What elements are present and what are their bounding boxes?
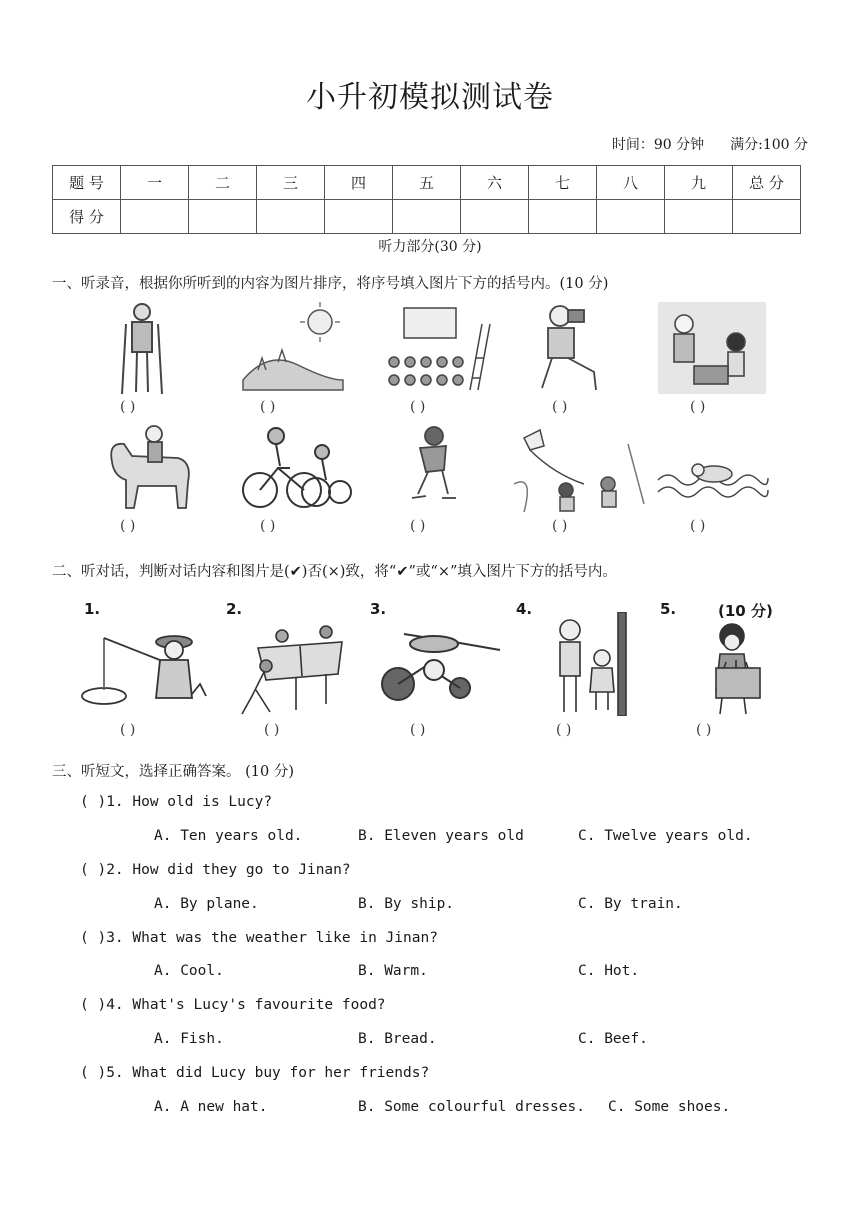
- score-cell: 七: [529, 166, 597, 200]
- question-stem[interactable]: ( )5. What did Lucy buy for her friends?: [80, 1065, 430, 1081]
- picture-number: 4.: [516, 600, 533, 618]
- score-input-cell[interactable]: [733, 200, 801, 234]
- answer-paren[interactable]: ( ): [410, 518, 426, 534]
- score-input-cell[interactable]: [189, 200, 257, 234]
- option-c[interactable]: C. By train.: [578, 896, 683, 912]
- question-stem[interactable]: ( )1. How old is Lucy?: [80, 794, 273, 810]
- exam-full-score: 满分:100 分: [730, 137, 808, 153]
- picture-number: 1.: [84, 600, 101, 618]
- flowers-girl-icon: [696, 620, 778, 718]
- score-input-cell[interactable]: [529, 200, 597, 234]
- score-input-cell[interactable]: [597, 200, 665, 234]
- answer-paren[interactable]: ( ): [264, 722, 280, 738]
- answer-paren[interactable]: ( ): [120, 518, 136, 534]
- score-input-cell[interactable]: [461, 200, 529, 234]
- score-cell: 八: [597, 166, 665, 200]
- section2-score-note: (10 分): [718, 602, 773, 620]
- score-cell: 总 分: [733, 166, 801, 200]
- answer-paren[interactable]: ( ): [410, 722, 426, 738]
- score-input-cell[interactable]: [121, 200, 189, 234]
- exam-time: 时间：90 分钟: [611, 137, 705, 153]
- option-c[interactable]: C. Twelve years old.: [578, 828, 753, 844]
- answer-paren[interactable]: ( ): [690, 399, 706, 415]
- option-b[interactable]: B. Some colourful dresses.: [358, 1099, 585, 1115]
- cycling-icon: [240, 424, 352, 512]
- score-cell: 五: [393, 166, 461, 200]
- option-a[interactable]: A. Fish.: [154, 1031, 224, 1047]
- answer-paren[interactable]: ( ): [410, 399, 426, 415]
- motorbike-icon: [374, 624, 502, 704]
- listening-header: 听力部分(30 分): [378, 239, 482, 255]
- answer-paren[interactable]: ( ): [556, 722, 572, 738]
- score-table-header-row: [53, 166, 801, 200]
- score-cell: 六: [461, 166, 529, 200]
- height-measure-icon: [548, 612, 630, 716]
- option-b[interactable]: B. By ship.: [358, 896, 455, 912]
- section3-heading: 三、听短文，选择正确答案。 (10 分): [52, 764, 294, 780]
- score-input-cell[interactable]: [665, 200, 733, 234]
- score-table: [52, 165, 801, 234]
- answer-paren[interactable]: ( ): [690, 518, 706, 534]
- picture-number: 3.: [370, 600, 387, 618]
- option-c[interactable]: C. Some shoes.: [608, 1099, 731, 1115]
- answer-paren[interactable]: ( ): [696, 722, 712, 738]
- question-stem[interactable]: ( )4. What's Lucy's favourite food?: [80, 997, 386, 1013]
- score-input-cell[interactable]: [325, 200, 393, 234]
- picture-number: 5.: [660, 600, 677, 618]
- photographer-icon: [534, 302, 606, 394]
- section2-heading: 二、听对话，判断对话内容和图片是(✔)否(×)致，将“✔”或“×”填入图片下方的括号内。: [52, 564, 617, 580]
- option-a[interactable]: A. A new hat.: [154, 1099, 268, 1115]
- score-cell: 二: [189, 166, 257, 200]
- answer-paren[interactable]: ( ): [552, 518, 568, 534]
- score-input-cell[interactable]: [393, 200, 461, 234]
- score-cell: 九: [665, 166, 733, 200]
- table-tennis-icon: [226, 624, 346, 716]
- skating-icon: [404, 424, 460, 504]
- option-b[interactable]: B. Warm.: [358, 963, 428, 979]
- exam-title: 小升初模拟测试卷: [306, 80, 554, 115]
- question-stem[interactable]: ( )3. What was the weather like in Jinan?: [80, 930, 438, 946]
- cinema-audience-icon: [382, 304, 492, 394]
- picnic-icon: [658, 302, 766, 394]
- answer-paren[interactable]: ( ): [260, 399, 276, 415]
- kite-flying-icon: [514, 424, 646, 516]
- option-a[interactable]: A. Cool.: [154, 963, 224, 979]
- score-cell: 得 分: [53, 200, 121, 234]
- crutches-boy-icon: [112, 298, 172, 396]
- picture-number: 2.: [226, 600, 243, 618]
- fishing-icon: [80, 624, 210, 714]
- answer-paren[interactable]: ( ): [120, 722, 136, 738]
- option-c[interactable]: C. Hot.: [578, 963, 640, 979]
- pony-ride-icon: [102, 422, 198, 514]
- score-cell: 题 号: [53, 166, 121, 200]
- score-cell: 四: [325, 166, 393, 200]
- section1-heading: 一、听录音，根据你所听到的内容为图片排序，将序号填入图片下方的括号内。(10 分): [52, 276, 609, 292]
- score-cell: 三: [257, 166, 325, 200]
- option-c[interactable]: C. Beef.: [578, 1031, 648, 1047]
- answer-paren[interactable]: ( ): [120, 399, 136, 415]
- answer-paren[interactable]: ( ): [552, 399, 568, 415]
- score-input-cell[interactable]: [257, 200, 325, 234]
- option-b[interactable]: B. Bread.: [358, 1031, 437, 1047]
- option-b[interactable]: B. Eleven years old: [358, 828, 524, 844]
- answer-paren[interactable]: ( ): [260, 518, 276, 534]
- swimming-icon: [656, 458, 770, 502]
- score-cell: 一: [121, 166, 189, 200]
- exam-meta: [586, 134, 808, 154]
- question-stem[interactable]: ( )2. How did they go to Jinan?: [80, 862, 351, 878]
- score-table-score-row: [53, 200, 801, 234]
- option-a[interactable]: A. By plane.: [154, 896, 259, 912]
- sunny-field-icon: [238, 300, 348, 396]
- option-a[interactable]: A. Ten years old.: [154, 828, 303, 844]
